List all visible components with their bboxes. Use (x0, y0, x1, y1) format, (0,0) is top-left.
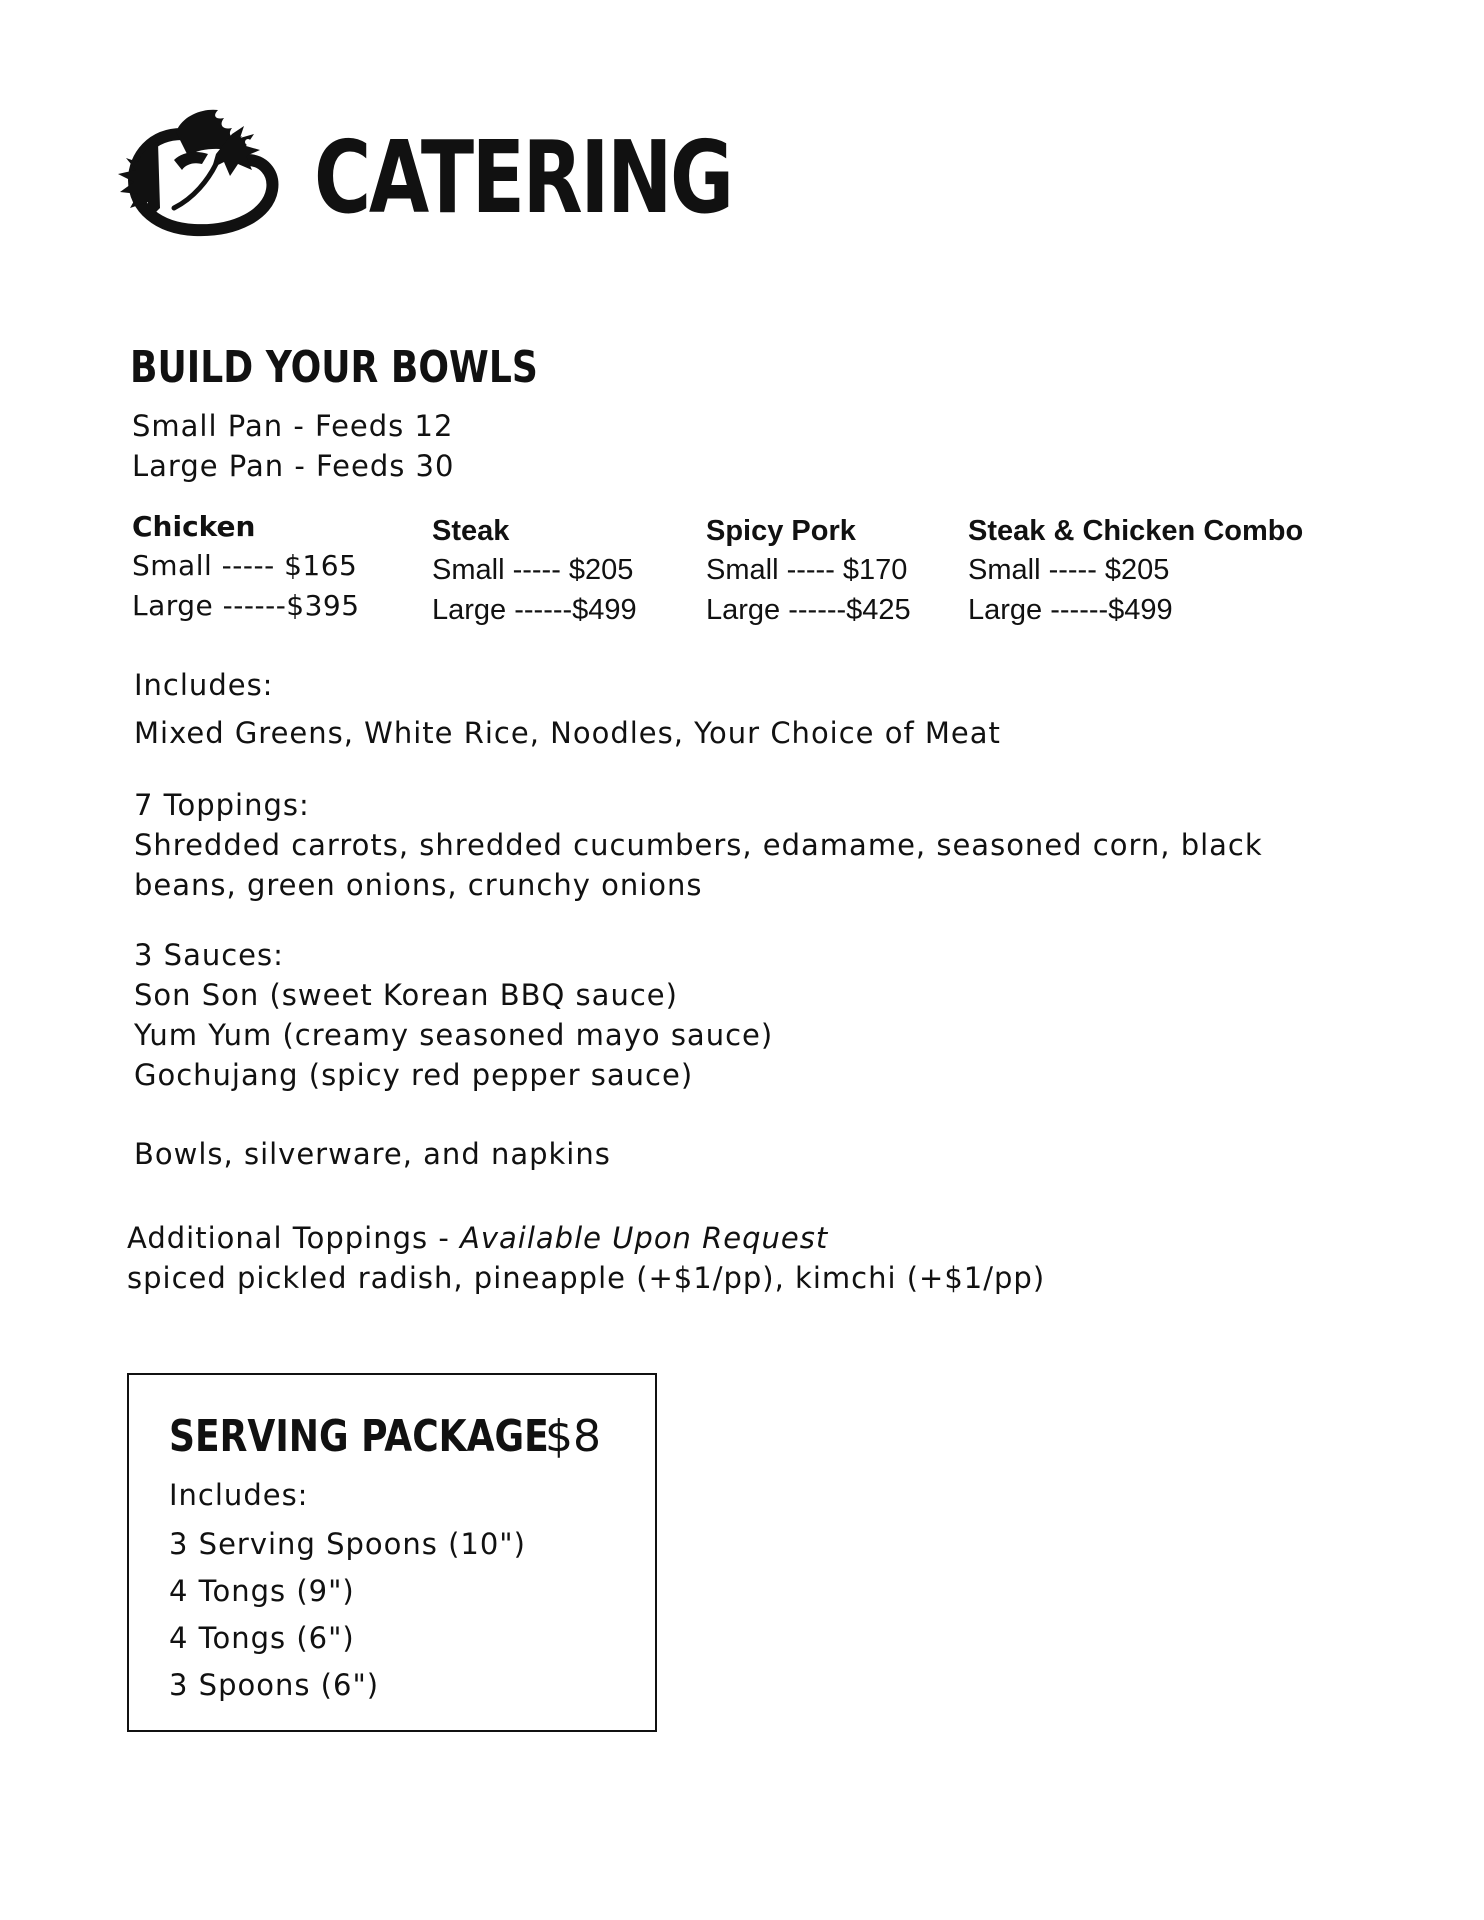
meat-price-large: Large ------$395 (132, 589, 360, 622)
meat-price-large: Large ------$425 (706, 594, 911, 626)
includes-text: Mixed Greens, White Rice, Noodles, Your Choice of Meat (134, 716, 1001, 750)
page-title: CATERING (314, 119, 732, 236)
meat-option-steak (432, 512, 637, 630)
meat-option-chicken (132, 508, 360, 626)
pan-size-large: Large Pan - Feeds 30 (132, 449, 455, 483)
meat-price-small: Small ----- $165 (132, 549, 358, 582)
meat-option-spicy-pork (706, 512, 911, 630)
meat-price-small: Small ----- $205 (432, 554, 634, 586)
additional-toppings-label: Additional Toppings - (127, 1221, 460, 1255)
meat-name: Steak (432, 515, 510, 547)
serving-package-items (169, 1521, 526, 1709)
sauces-label: 3 Sauces: (134, 938, 284, 972)
availability-note: Available Upon Request (460, 1221, 829, 1255)
sauces-block (134, 935, 773, 1095)
section-heading-build-bowls: BUILD YOUR BOWLS (130, 342, 538, 393)
list-item: 3 Spoons (6") (169, 1668, 380, 1702)
toppings-line: Shredded carrots, shredded cucumbers, edamame, seasoned corn, black (134, 828, 1263, 862)
additional-toppings-items: spiced pickled radish, pineapple (+$1/pp), kimchi (+$1/pp) (127, 1261, 1046, 1295)
list-item: 4 Tongs (9") (169, 1574, 355, 1608)
sauce-item: Son Son (sweet Korean BBQ sauce) (134, 978, 678, 1012)
pan-sizes (132, 406, 454, 486)
meat-price-small: Small ----- $170 (706, 554, 908, 586)
additional-toppings-header (127, 1218, 1045, 1258)
additional-toppings (127, 1218, 1045, 1298)
toppings-block (134, 785, 1263, 905)
serving-package-price: $8 (545, 1411, 601, 1462)
toppings-label: 7 Toppings: (134, 788, 310, 822)
pan-size-small: Small Pan - Feeds 12 (132, 409, 454, 443)
sauce-item: Yum Yum (creamy seasoned mayo sauce) (134, 1018, 774, 1052)
meat-name: Chicken (132, 510, 256, 543)
list-item: 4 Tongs (6") (169, 1621, 355, 1655)
serving-package-heading: SERVING PACKAGE (169, 1411, 549, 1462)
includes-label: Includes: (134, 668, 274, 702)
serving-package-includes-label: Includes: (169, 1478, 309, 1512)
includes-block (134, 665, 1001, 753)
meat-price-large: Large ------$499 (432, 594, 637, 626)
meat-option-steak-chicken-combo (968, 512, 1303, 630)
meat-price-large: Large ------$499 (968, 594, 1173, 626)
meat-price-small: Small ----- $205 (968, 554, 1170, 586)
meat-name: Steak & Chicken Combo (968, 515, 1304, 547)
dragon-logo-icon (112, 104, 290, 244)
disposables-note: Bowls, silverware, and napkins (134, 1137, 611, 1171)
serving-package-box (127, 1373, 657, 1732)
meat-name: Spicy Pork (706, 515, 856, 547)
toppings-line: beans, green onions, crunchy onions (134, 868, 703, 902)
list-item: 3 Serving Spoons (10") (169, 1527, 526, 1561)
sauce-item: Gochujang (spicy red pepper sauce) (134, 1058, 694, 1092)
